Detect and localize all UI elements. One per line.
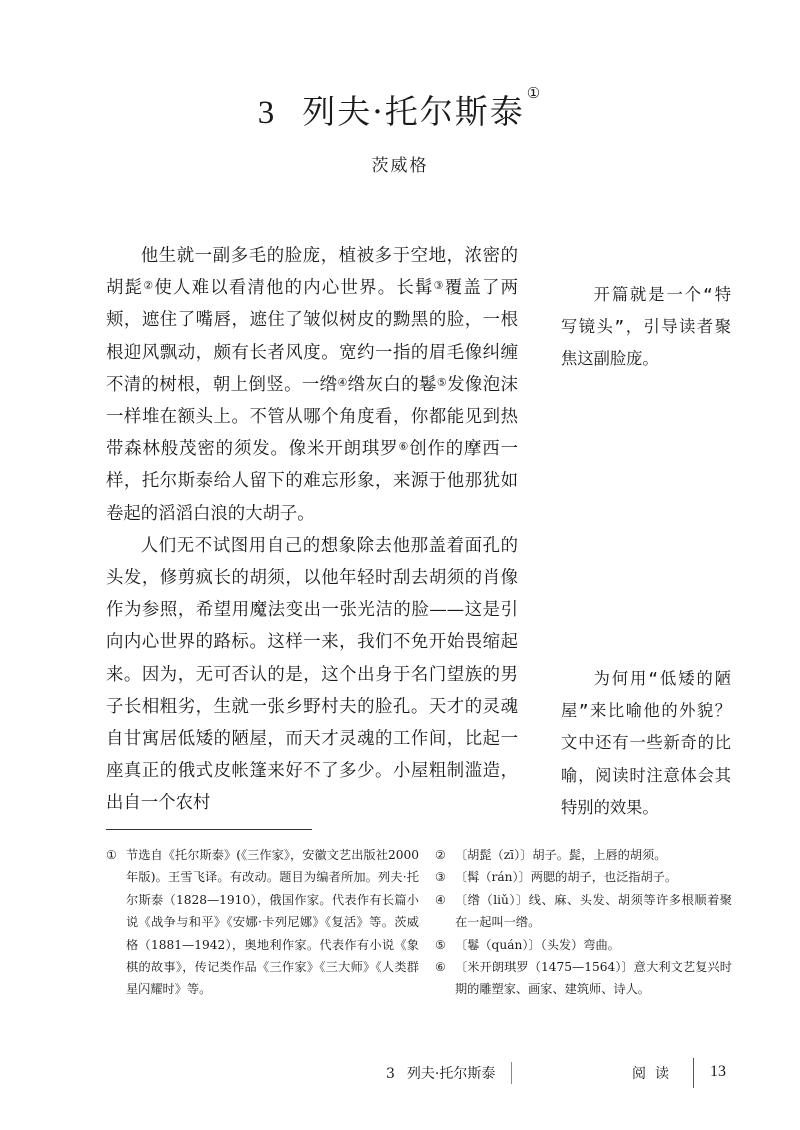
footnote-marker: ② [435, 848, 446, 862]
main-text [106, 240, 518, 820]
text-run: 覆盖了两颊，遮住了嘴唇，遮住了皱似树皮的黝黑的脸，一根根迎风飘动，颇有长者风度。宽约一指的眉毛像纠缠不清的树根，朝上倒竖。一绺 [106, 278, 518, 395]
footnote-ref: ④ [337, 375, 348, 389]
footnote-ref: ② [143, 279, 155, 293]
lesson-title [0, 86, 800, 133]
footnote-text: 节选自《托尔斯泰》(《三作家》，安徽文艺出版社2000年版)。王雪飞译。有改动。题目为编者所加。列夫·托尔斯泰（1828—1910），俄国作家。代表作有长篇小说《战争与和平》《安娜·卡列尼娜》《复活》等。茨威格（1881—1942），奥地利作家。代表作有小说《象棋的故事》，传记类作品《三作家》《三大师》《人类群星闪耀时》等。 [126, 848, 419, 997]
footer-chapter-title: 列夫·托尔斯泰 [406, 1066, 496, 1082]
footnote-divider [106, 829, 312, 830]
footnote-marker: ⑥ [435, 960, 446, 975]
footer-divider [511, 1062, 512, 1084]
lesson-number: 3 [257, 95, 277, 131]
page-number: 13 [710, 1063, 726, 1080]
footnote-item [106, 844, 419, 1001]
footer-section: 阅读 [632, 1066, 678, 1082]
footnotes-left [106, 844, 419, 1001]
text-run: 创作的摩西一样，托尔斯泰给人留下的难忘形象，来源于他那犹如卷起的滔滔白浪的大胡子。 [106, 439, 518, 524]
footnote-item [435, 956, 732, 1001]
author-name: 茨威格 [371, 156, 429, 176]
footer-divider-page [693, 1058, 694, 1088]
margin-note-1-text: 开篇就是一个“特写镜头”，引导读者聚焦这副脸庞。 [561, 285, 731, 369]
margin-note-1 [561, 279, 731, 376]
text-run: 使人难以看清他的内心世界。长髯 [154, 278, 434, 299]
footnote-item [435, 844, 732, 866]
footnote-marker: ③ [435, 870, 446, 885]
lesson-title-text: 列夫·托尔斯泰 [302, 92, 525, 131]
footnote-ref: ⑥ [398, 440, 410, 454]
margin-note-2-text: 为何用“低矮的陋屋”来比喻他的外貌？文中还有一些新奇的比喻，阅读时注意体会其特别的效果。 [561, 669, 731, 817]
footnote-item [435, 934, 732, 956]
text-run: 绺灰白的鬈 [347, 374, 437, 395]
footnote-marker: ④ [435, 892, 446, 907]
footnote-text: 〔髯（rán）〕两腮的胡子，也泛指胡子。 [455, 870, 678, 885]
footnote-text: 〔绺（liǔ）〕线、麻、头发、胡须等许多根顺着聚在一起叫一绺。 [455, 892, 732, 930]
footnote-item [435, 889, 732, 934]
footer-chapter [386, 1063, 495, 1083]
title-footnote-ref: ① [526, 84, 543, 102]
footer-chapter-number: 3 [386, 1066, 395, 1082]
text-run: 他生就一副多毛的脸庞，植被多于空地，浓密的胡髭 [106, 246, 518, 299]
footnote-ref: ③ [433, 279, 445, 293]
footnote-text: 〔鬈（quán）〕（头发）弯曲。 [455, 937, 620, 952]
footnote-text: 〔胡髭（zī）〕胡子。髭，上唇的胡须。 [455, 848, 667, 862]
margin-note-2 [561, 663, 731, 824]
footnote-item [435, 866, 732, 888]
footnotes-right [435, 844, 732, 1001]
footnote-ref: ⑤ [436, 375, 448, 389]
footnote-marker: ① [106, 848, 117, 862]
paragraph-2: 人们无不试图用自己的想象除去他那盖着面孔的头发，修剪疯长的胡须，以他年轻时刮去胡须的肖像作为参照，希望用魔法变出一张光洁的脸——这是引向内心世界的路标。这样一来，我们不免开始畏缩起来。因为，无可否认的是，这个出身于名门望族的男子长相粗劣，生就一张乡野村夫的脸孔。天才的灵魂自甘寓居低矮的陋屋，而天才灵魂的工作间，比起一座真正的俄式皮帐篷来好不了多少。小屋粗制滥造，出自一个农村 [106, 535, 518, 814]
paragraph-1 [106, 240, 518, 530]
footnote-text: 〔米开朗琪罗（1475—1564）〕意大利文艺复兴时期的雕塑家、画家、建筑师、诗人。 [455, 960, 732, 997]
footnote-marker: ⑤ [435, 937, 446, 952]
text-run: 发像泡沫一样堆在额头上。不管从哪个角度看，你都能见到热带森林般茂密的须发。像米开朗琪罗 [106, 374, 518, 460]
